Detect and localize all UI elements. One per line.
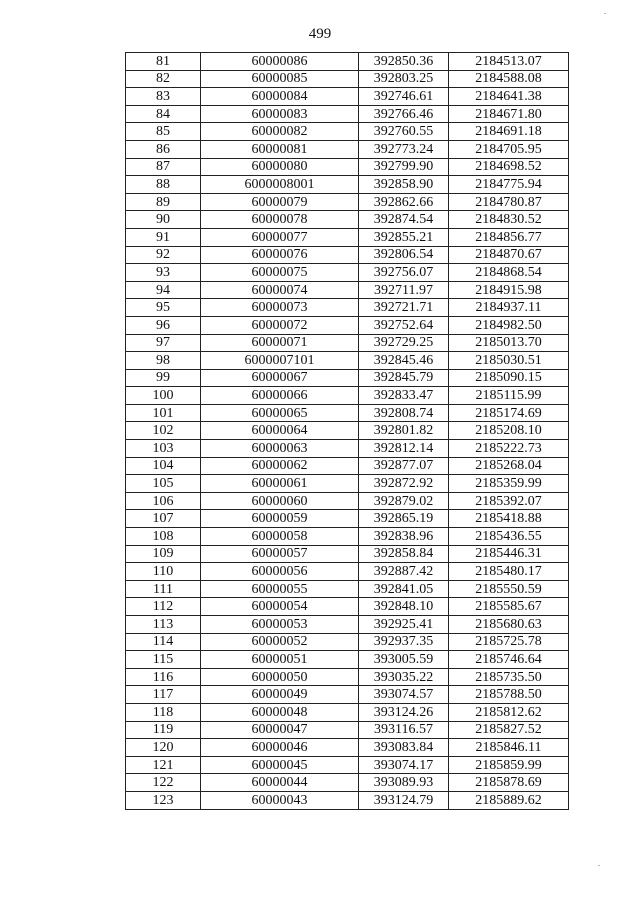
table-row — [126, 404, 569, 422]
y-coordinate-cell: 2184915.98 — [449, 281, 569, 299]
y-coordinate-cell: 2185878.69 — [449, 774, 569, 792]
table-row — [126, 70, 569, 88]
point-number-cell: 90 — [126, 211, 201, 229]
table-row — [126, 721, 569, 739]
point-id-cell: 60000064 — [201, 422, 359, 440]
point-id-cell: 60000077 — [201, 228, 359, 246]
table-row — [126, 668, 569, 686]
point-id-cell: 60000062 — [201, 457, 359, 475]
point-id-cell: 60000073 — [201, 299, 359, 317]
point-number-cell: 94 — [126, 281, 201, 299]
point-id-cell: 60000048 — [201, 703, 359, 721]
y-coordinate-cell: 2184870.67 — [449, 246, 569, 264]
table-row — [126, 739, 569, 757]
point-number-cell: 99 — [126, 369, 201, 387]
point-id-cell: 60000047 — [201, 721, 359, 739]
x-coordinate-cell: 392833.47 — [359, 387, 449, 405]
table-row — [126, 264, 569, 282]
y-coordinate-cell: 2185827.52 — [449, 721, 569, 739]
y-coordinate-cell: 2185735.50 — [449, 668, 569, 686]
point-id-cell: 60000083 — [201, 105, 359, 123]
point-id-cell: 60000075 — [201, 264, 359, 282]
table-row — [126, 598, 569, 616]
table-row — [126, 53, 569, 71]
y-coordinate-cell: 2184705.95 — [449, 140, 569, 158]
point-number-cell: 113 — [126, 616, 201, 634]
point-number-cell: 110 — [126, 563, 201, 581]
point-id-cell: 60000046 — [201, 739, 359, 757]
table-row — [126, 211, 569, 229]
x-coordinate-cell: 392773.24 — [359, 140, 449, 158]
y-coordinate-cell: 2185418.88 — [449, 510, 569, 528]
y-coordinate-cell: 2185090.15 — [449, 369, 569, 387]
point-id-cell: 60000057 — [201, 545, 359, 563]
point-id-cell: 60000066 — [201, 387, 359, 405]
point-id-cell: 60000060 — [201, 492, 359, 510]
point-id-cell: 60000061 — [201, 475, 359, 493]
y-coordinate-cell: 2185788.50 — [449, 686, 569, 704]
y-coordinate-cell: 2185208.10 — [449, 422, 569, 440]
x-coordinate-cell: 393074.17 — [359, 756, 449, 774]
table-row — [126, 140, 569, 158]
point-number-cell: 95 — [126, 299, 201, 317]
x-coordinate-cell: 392756.07 — [359, 264, 449, 282]
x-coordinate-cell: 392845.46 — [359, 352, 449, 370]
x-coordinate-cell: 392877.07 — [359, 457, 449, 475]
table-row — [126, 299, 569, 317]
point-number-cell: 83 — [126, 88, 201, 106]
x-coordinate-cell: 392838.96 — [359, 528, 449, 546]
point-number-cell: 114 — [126, 633, 201, 651]
table-row — [126, 563, 569, 581]
y-coordinate-cell: 2185115.99 — [449, 387, 569, 405]
x-coordinate-cell: 392862.66 — [359, 193, 449, 211]
point-id-cell: 60000050 — [201, 668, 359, 686]
y-coordinate-cell: 2184588.08 — [449, 70, 569, 88]
y-coordinate-cell: 2185446.31 — [449, 545, 569, 563]
point-number-cell: 108 — [126, 528, 201, 546]
point-number-cell: 120 — [126, 739, 201, 757]
x-coordinate-cell: 392845.79 — [359, 369, 449, 387]
table-row — [126, 774, 569, 792]
x-coordinate-cell: 392858.84 — [359, 545, 449, 563]
table-row — [126, 616, 569, 634]
point-id-cell: 60000079 — [201, 193, 359, 211]
point-number-cell: 115 — [126, 651, 201, 669]
table-row — [126, 580, 569, 598]
point-number-cell: 122 — [126, 774, 201, 792]
y-coordinate-cell: 2184513.07 — [449, 53, 569, 71]
point-number-cell: 118 — [126, 703, 201, 721]
table-row — [126, 281, 569, 299]
point-number-cell: 81 — [126, 53, 201, 71]
y-coordinate-cell: 2184691.18 — [449, 123, 569, 141]
x-coordinate-cell: 392711.97 — [359, 281, 449, 299]
x-coordinate-cell: 393124.79 — [359, 791, 449, 809]
x-coordinate-cell: 392766.46 — [359, 105, 449, 123]
point-id-cell: 60000045 — [201, 756, 359, 774]
x-coordinate-cell: 392808.74 — [359, 404, 449, 422]
x-coordinate-cell: 392874.54 — [359, 211, 449, 229]
point-id-cell: 60000059 — [201, 510, 359, 528]
table-row — [126, 105, 569, 123]
x-coordinate-cell: 393035.22 — [359, 668, 449, 686]
x-coordinate-cell: 392841.05 — [359, 580, 449, 598]
point-id-cell: 60000056 — [201, 563, 359, 581]
point-number-cell: 88 — [126, 176, 201, 194]
y-coordinate-cell: 2184856.77 — [449, 228, 569, 246]
point-number-cell: 93 — [126, 264, 201, 282]
y-coordinate-cell: 2185174.69 — [449, 404, 569, 422]
point-number-cell: 111 — [126, 580, 201, 598]
point-number-cell: 89 — [126, 193, 201, 211]
y-coordinate-cell: 2185680.63 — [449, 616, 569, 634]
y-coordinate-cell: 2184868.54 — [449, 264, 569, 282]
point-id-cell: 60000082 — [201, 123, 359, 141]
x-coordinate-cell: 392850.36 — [359, 53, 449, 71]
x-coordinate-cell: 392848.10 — [359, 598, 449, 616]
point-id-cell: 60000081 — [201, 140, 359, 158]
y-coordinate-cell: 2185550.59 — [449, 580, 569, 598]
point-number-cell: 92 — [126, 246, 201, 264]
table-row — [126, 369, 569, 387]
point-id-cell: 6000008001 — [201, 176, 359, 194]
scan-speck — [604, 13, 606, 14]
table-row — [126, 352, 569, 370]
point-id-cell: 60000074 — [201, 281, 359, 299]
point-number-cell: 82 — [126, 70, 201, 88]
table-row — [126, 457, 569, 475]
point-id-cell: 60000072 — [201, 316, 359, 334]
y-coordinate-cell: 2185746.64 — [449, 651, 569, 669]
x-coordinate-cell: 392865.19 — [359, 510, 449, 528]
point-number-cell: 117 — [126, 686, 201, 704]
point-number-cell: 84 — [126, 105, 201, 123]
point-number-cell: 101 — [126, 404, 201, 422]
point-number-cell: 119 — [126, 721, 201, 739]
x-coordinate-cell: 392801.82 — [359, 422, 449, 440]
y-coordinate-cell: 2185585.67 — [449, 598, 569, 616]
table-row — [126, 316, 569, 334]
table-row — [126, 791, 569, 809]
point-number-cell: 112 — [126, 598, 201, 616]
x-coordinate-cell: 392858.90 — [359, 176, 449, 194]
point-number-cell: 123 — [126, 791, 201, 809]
point-id-cell: 60000049 — [201, 686, 359, 704]
y-coordinate-cell: 2184830.52 — [449, 211, 569, 229]
x-coordinate-cell: 393089.93 — [359, 774, 449, 792]
table-row — [126, 651, 569, 669]
point-number-cell: 109 — [126, 545, 201, 563]
table-row — [126, 633, 569, 651]
y-coordinate-cell: 2185268.04 — [449, 457, 569, 475]
table-row — [126, 228, 569, 246]
point-id-cell: 60000044 — [201, 774, 359, 792]
y-coordinate-cell: 2185812.62 — [449, 703, 569, 721]
y-coordinate-cell: 2184937.11 — [449, 299, 569, 317]
y-coordinate-cell: 2185846.11 — [449, 739, 569, 757]
x-coordinate-cell: 392806.54 — [359, 246, 449, 264]
y-coordinate-cell: 2184671.80 — [449, 105, 569, 123]
table-row — [126, 422, 569, 440]
x-coordinate-cell: 392937.35 — [359, 633, 449, 651]
point-id-cell: 60000051 — [201, 651, 359, 669]
x-coordinate-cell: 393074.57 — [359, 686, 449, 704]
x-coordinate-cell: 392799.90 — [359, 158, 449, 176]
y-coordinate-cell: 2185222.73 — [449, 440, 569, 458]
y-coordinate-cell: 2184982.50 — [449, 316, 569, 334]
table-row — [126, 756, 569, 774]
table-row — [126, 475, 569, 493]
table-row — [126, 510, 569, 528]
point-id-cell: 60000053 — [201, 616, 359, 634]
point-id-cell: 60000052 — [201, 633, 359, 651]
point-number-cell: 98 — [126, 352, 201, 370]
point-id-cell: 60000078 — [201, 211, 359, 229]
point-number-cell: 121 — [126, 756, 201, 774]
point-number-cell: 107 — [126, 510, 201, 528]
table-row — [126, 528, 569, 546]
y-coordinate-cell: 2185030.51 — [449, 352, 569, 370]
x-coordinate-cell: 392855.21 — [359, 228, 449, 246]
point-number-cell: 96 — [126, 316, 201, 334]
x-coordinate-cell: 392729.25 — [359, 334, 449, 352]
point-id-cell: 60000071 — [201, 334, 359, 352]
point-number-cell: 102 — [126, 422, 201, 440]
x-coordinate-cell: 392812.14 — [359, 440, 449, 458]
point-id-cell: 60000055 — [201, 580, 359, 598]
y-coordinate-cell: 2184780.87 — [449, 193, 569, 211]
point-id-cell: 60000086 — [201, 53, 359, 71]
table-row — [126, 703, 569, 721]
x-coordinate-cell: 392746.61 — [359, 88, 449, 106]
point-id-cell: 60000076 — [201, 246, 359, 264]
point-number-cell: 85 — [126, 123, 201, 141]
y-coordinate-cell: 2185392.07 — [449, 492, 569, 510]
x-coordinate-cell: 392887.42 — [359, 563, 449, 581]
point-number-cell: 100 — [126, 387, 201, 405]
x-coordinate-cell: 392803.25 — [359, 70, 449, 88]
x-coordinate-cell: 392872.92 — [359, 475, 449, 493]
y-coordinate-cell: 2185013.70 — [449, 334, 569, 352]
table-row — [126, 440, 569, 458]
y-coordinate-cell: 2185436.55 — [449, 528, 569, 546]
table-row — [126, 686, 569, 704]
point-id-cell: 60000085 — [201, 70, 359, 88]
point-number-cell: 105 — [126, 475, 201, 493]
point-id-cell: 60000054 — [201, 598, 359, 616]
point-number-cell: 86 — [126, 140, 201, 158]
y-coordinate-cell: 2184775.94 — [449, 176, 569, 194]
y-coordinate-cell: 2185725.78 — [449, 633, 569, 651]
table-row — [126, 176, 569, 194]
point-id-cell: 60000065 — [201, 404, 359, 422]
coordinates-table — [125, 52, 569, 810]
point-id-cell: 6000007101 — [201, 352, 359, 370]
y-coordinate-cell: 2185480.17 — [449, 563, 569, 581]
x-coordinate-cell: 392721.71 — [359, 299, 449, 317]
x-coordinate-cell: 392925.41 — [359, 616, 449, 634]
point-number-cell: 97 — [126, 334, 201, 352]
scan-speck — [598, 865, 600, 866]
table-row — [126, 123, 569, 141]
table-row — [126, 387, 569, 405]
page-number: 499 — [308, 26, 332, 42]
x-coordinate-cell: 393116.57 — [359, 721, 449, 739]
table-row — [126, 88, 569, 106]
y-coordinate-cell: 2184698.52 — [449, 158, 569, 176]
x-coordinate-cell: 392760.55 — [359, 123, 449, 141]
y-coordinate-cell: 2185359.99 — [449, 475, 569, 493]
point-number-cell: 91 — [126, 228, 201, 246]
x-coordinate-cell: 392879.02 — [359, 492, 449, 510]
x-coordinate-cell: 392752.64 — [359, 316, 449, 334]
table-row — [126, 193, 569, 211]
point-id-cell: 60000067 — [201, 369, 359, 387]
table-row — [126, 545, 569, 563]
table-row — [126, 246, 569, 264]
x-coordinate-cell: 393005.59 — [359, 651, 449, 669]
table-row — [126, 158, 569, 176]
point-id-cell: 60000043 — [201, 791, 359, 809]
coordinates-table-body — [126, 53, 569, 810]
point-number-cell: 106 — [126, 492, 201, 510]
y-coordinate-cell: 2185859.99 — [449, 756, 569, 774]
point-number-cell: 103 — [126, 440, 201, 458]
point-number-cell: 104 — [126, 457, 201, 475]
y-coordinate-cell: 2185889.62 — [449, 791, 569, 809]
x-coordinate-cell: 393083.84 — [359, 739, 449, 757]
x-coordinate-cell: 393124.26 — [359, 703, 449, 721]
point-id-cell: 60000080 — [201, 158, 359, 176]
point-number-cell: 116 — [126, 668, 201, 686]
point-id-cell: 60000084 — [201, 88, 359, 106]
y-coordinate-cell: 2184641.38 — [449, 88, 569, 106]
point-number-cell: 87 — [126, 158, 201, 176]
point-id-cell: 60000063 — [201, 440, 359, 458]
point-id-cell: 60000058 — [201, 528, 359, 546]
table-row — [126, 334, 569, 352]
table-row — [126, 492, 569, 510]
